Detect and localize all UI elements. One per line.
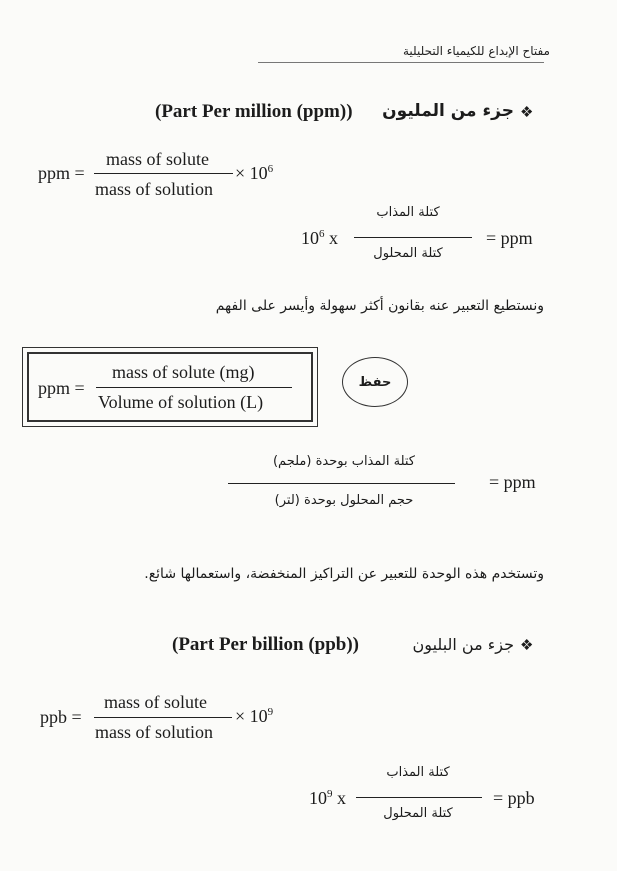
ppb-formula-denominator: mass of solution	[95, 722, 214, 742]
fraction-bar	[354, 237, 472, 238]
ppb-formula-numerator: mass of solute	[104, 692, 207, 712]
ppb-ar-numerator: كتلة المذاب	[386, 765, 450, 780]
header-divider	[258, 62, 544, 63]
fraction-bar	[94, 717, 232, 718]
ppm-formula-numerator: mass of solute	[106, 149, 209, 169]
ppm-formula-denominator: mass of solution	[95, 179, 214, 199]
boxed-formula-denominator: Volume of solution (L)	[98, 392, 264, 412]
ppm-ar-prefix: $10^6$ x	[301, 228, 338, 248]
ppm-mgl-rhs: = ppm	[489, 472, 536, 492]
ppm-heading-en: (Part Per million (ppm))	[155, 101, 353, 122]
ppm-ar-rhs: = ppm	[486, 228, 533, 248]
fraction-bar	[228, 483, 455, 484]
fraction-bar	[356, 797, 482, 798]
exponent: 6	[267, 163, 274, 175]
ppm-ar-numerator: كتلة المذاب	[376, 205, 440, 220]
exponent: 9	[267, 706, 274, 718]
ppb-formula-lhs: ppb =	[40, 707, 82, 727]
paragraph-low-concentration: وتستخدم هذه الوحدة للتعبير عن التراكيز المنخفضة، واستعمالها شائع.	[144, 566, 544, 582]
ppm-ar-denominator: كتلة المحلول	[373, 246, 443, 261]
ppb-heading-en: (Part Per billion (ppb))	[172, 634, 360, 655]
ppm-heading-ar: جزء من المليون	[382, 101, 514, 121]
fraction-bar	[94, 173, 233, 174]
bullet-diamond-icon: ❖	[520, 636, 534, 654]
paragraph-simpler-law: ونستطيع التعبير عنه بقانون أكثر سهولة وأيسر على الفهم	[215, 298, 544, 314]
ppb-ar-rhs: = ppb	[493, 788, 535, 808]
ppb-formula-factor: × $10^9$	[235, 706, 274, 726]
bullet-diamond-icon: ❖	[520, 103, 534, 121]
page-header: مفتاح الإبداع للكيمياء التحليلية	[403, 44, 550, 58]
ppb-heading-ar: جزء من البليون	[412, 635, 514, 654]
ppm-mgl-numerator: كتلة المذاب بوحدة (ملجم)	[272, 454, 415, 469]
ppb-ar-prefix: $10^9$ x	[309, 788, 346, 808]
ppm-formula-lhs: ppm =	[38, 163, 85, 183]
memorize-badge: حفظ	[342, 357, 408, 407]
fraction-bar	[96, 387, 292, 388]
ppm-mgl-denominator: حجم المحلول بوحدة (لتر)	[274, 493, 414, 508]
ppb-ar-denominator: كتلة المحلول	[383, 806, 453, 821]
boxed-formula-numerator: mass of solute (mg)	[112, 362, 255, 382]
boxed-formula-lhs: ppm =	[38, 378, 85, 398]
ppm-formula-factor: × $10^6$	[235, 163, 274, 183]
